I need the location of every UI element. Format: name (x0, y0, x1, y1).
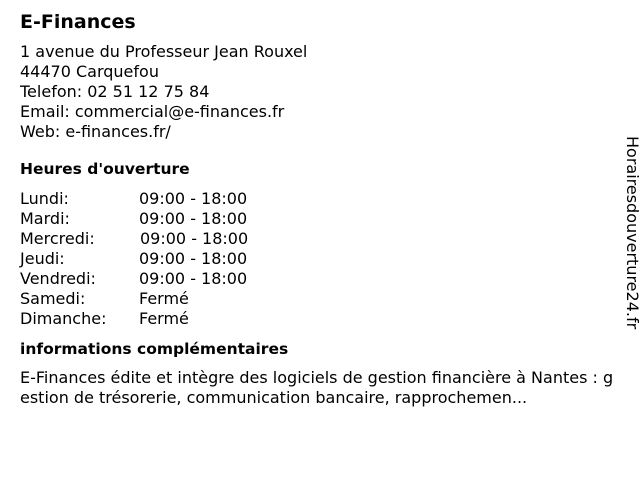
hours-time: 09:00 - 18:00 (140, 229, 249, 248)
info-text: E-Finances édite et intègre des logiciels de gestion financière à Nantes : gestion de trésorerie, communication bancaire, rapprochemen... (20, 368, 614, 407)
hours-row (20, 289, 620, 309)
email-line: Email: commercial@e-finances.fr (20, 102, 285, 121)
hours-time: 09:00 - 18:00 (139, 189, 248, 208)
hours-table (20, 189, 620, 329)
brand-watermark (623, 136, 643, 346)
hours-time: 09:00 - 18:00 (139, 249, 248, 268)
hours-time: 09:00 - 18:00 (139, 209, 248, 228)
address-street: 1 avenue du Professeur Jean Rouxel (20, 42, 308, 61)
hours-day: Samedi: (20, 289, 86, 308)
hours-row (20, 309, 620, 329)
hours-row (20, 269, 620, 289)
web-line: Web: e-finances.fr/ (20, 122, 171, 141)
hours-row (20, 189, 620, 209)
hours-day: Lundi: (20, 189, 69, 208)
hours-day: Vendredi: (20, 269, 96, 288)
hours-heading: Heures d'ouverture (20, 160, 190, 178)
hours-row (20, 209, 620, 229)
address-city: 44470 Carquefou (20, 62, 159, 81)
brand-text: Horairesdouverture24.fr (623, 136, 642, 330)
business-name: E-Finances (20, 11, 136, 33)
hours-time: Fermé (139, 309, 189, 328)
hours-day: Mercredi: (20, 229, 95, 248)
hours-time: 09:00 - 18:00 (139, 269, 248, 288)
hours-row (20, 229, 620, 249)
hours-row (20, 249, 620, 269)
hours-day: Mardi: (20, 209, 70, 228)
info-heading: informations complémentaires (20, 340, 289, 358)
hours-day: Dimanche: (20, 309, 107, 328)
hours-day: Jeudi: (20, 249, 65, 268)
business-card (20, 10, 620, 408)
hours-time: Fermé (139, 289, 189, 308)
phone-line: Telefon: 02 51 12 75 84 (20, 82, 210, 101)
